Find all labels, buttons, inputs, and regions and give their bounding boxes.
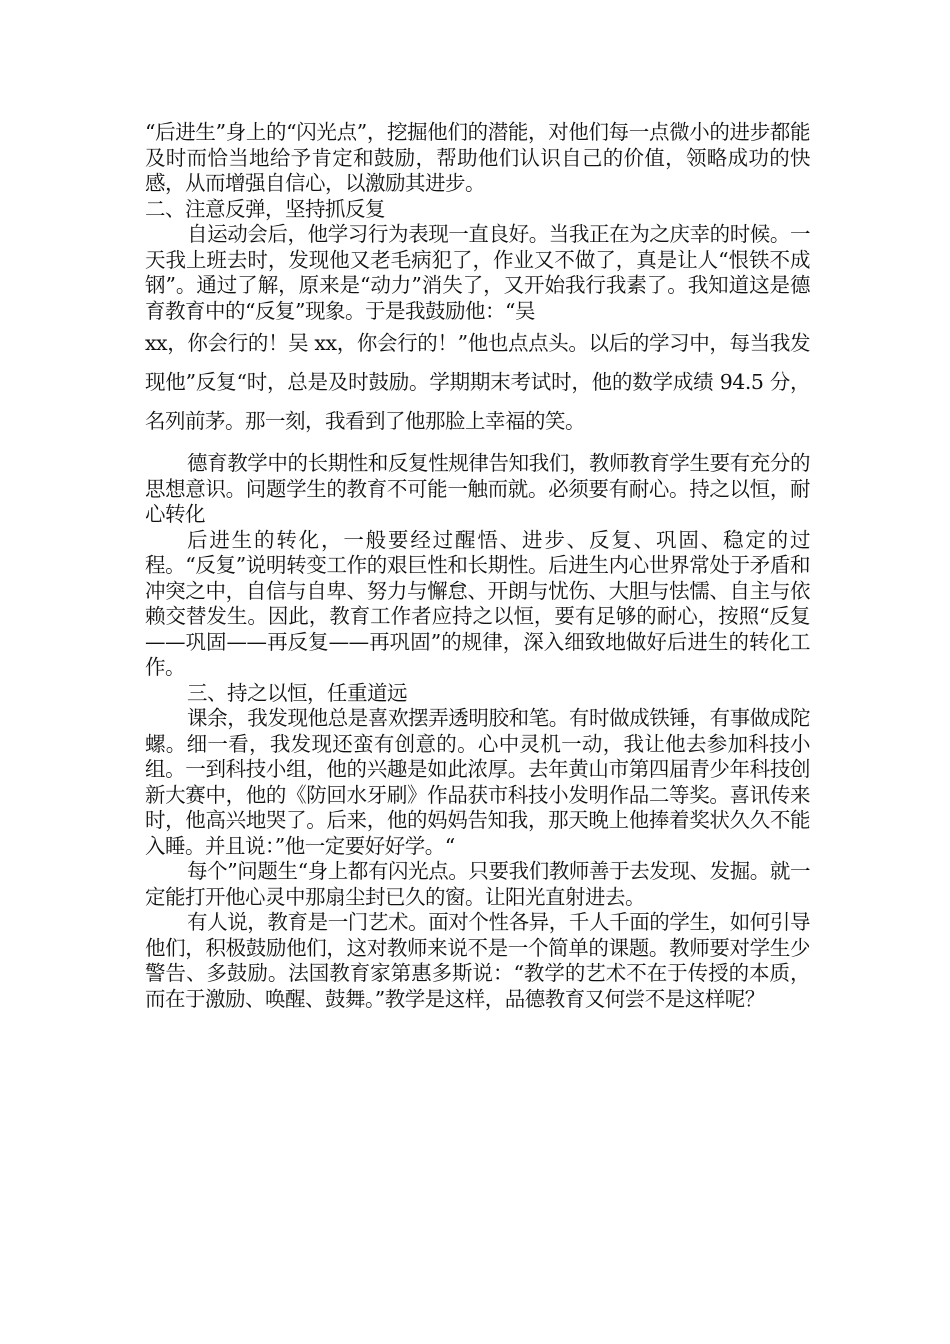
paragraph-after-sports-meet: 自运动会后，他学习行为表现一直良好。当我正在为之庆幸的时候。一天我上班去时，发现他又老毛病犯了，作业又不做了，真是让人“恨铁不成钢”。通过了解，原来是“动力”消失了，又开始我行我素了。我知道这是德育教育中的“反复”现象。于是我鼓励他：“吴: [145, 222, 810, 323]
section-heading-perseverance: 三、持之以恒，任重道远: [187, 680, 407, 705]
paragraph-encouragement: xx，你会行的！吴 xx，你会行的！”他也点点头。以后的学习中，每当我发现他”反复“时，总是及时鼓励。学期期末考试时，他的数学成绩 94.5 分，名列前茅。那一刻，我看到了他那脸上幸福的笑。: [145, 331, 810, 433]
paragraph-education-art: 有人说，教育是一门艺术。面对个性各异，千人千面的学生，如何引导他们，积极鼓励他们，这对教师来说不是一个简单的课题。教师要对学生少警告、多鼓励。法国教育家第惠多斯说：“教学的艺术不在于传授的本质，而在于激励、唤醒、鼓舞。”教学是这样，品德教育又何尝不是这样呢？: [145, 910, 810, 1011]
section-heading-rebound: 二、注意反弹，坚持抓反复: [145, 196, 385, 221]
paragraph-bright-spots: “后进生”身上的“闪光点”，挖掘他们的潜能，对他们每一点微小的进步都能及时而恰当地给予肯定和鼓励，帮助他们认识自己的价值，领略成功的快感，从而增强自信心，以激励其进步。: [145, 120, 810, 195]
document-body: [145, 120, 810, 1012]
paragraph-every-student: 每个”问题生“身上都有闪光点。只要我们教师善于去发现、发掘。就一定能打开他心灵中那扇尘封已久的窗。让阳光直射进去。: [145, 859, 810, 909]
paragraph-long-term-nature: 德育教学中的长期性和反复性规律告知我们，教师教育学生要有充分的思想意识。问题学生的教育不可能一触而就。必须要有耐心。持之以恒，耐心转化: [145, 451, 810, 526]
paragraph-science-group: 课余，我发现他总是喜欢摆弄透明胶和笔。有时做成铁锤，有事做成陀螺。细一看，我发现还蛮有创意的。心中灵机一动，我让他去参加科技小组。一到科技小组，他的兴趣是如此浓厚。去年黄山市第四届青少年科技创新大赛中，他的《防回水牙刷》作品获市科技小发明作品二等奖。喜讯传来时，他高兴地哭了。后来，他的妈妈告知我，那天晚上他捧着奖状久久不能入睡。并且说：”他一定要好好学。“: [145, 706, 810, 858]
paragraph-transformation: 后进生的转化，一般要经过醒悟、进步、反复、巩固、稳定的过程。“反复”说明转变工作的艰巨性和长期性。后进生内心世界常处于矛盾和冲突之中，自信与自卑、努力与懈怠、开朗与忧伤、大胆与怯懦、自主与依赖交替发生。因此，教育工作者应持之以恒，要有足够的耐心，按照“反复——巩固——再反复——再巩固”的规律，深入细致地做好后进生的转化工作。: [145, 527, 810, 679]
